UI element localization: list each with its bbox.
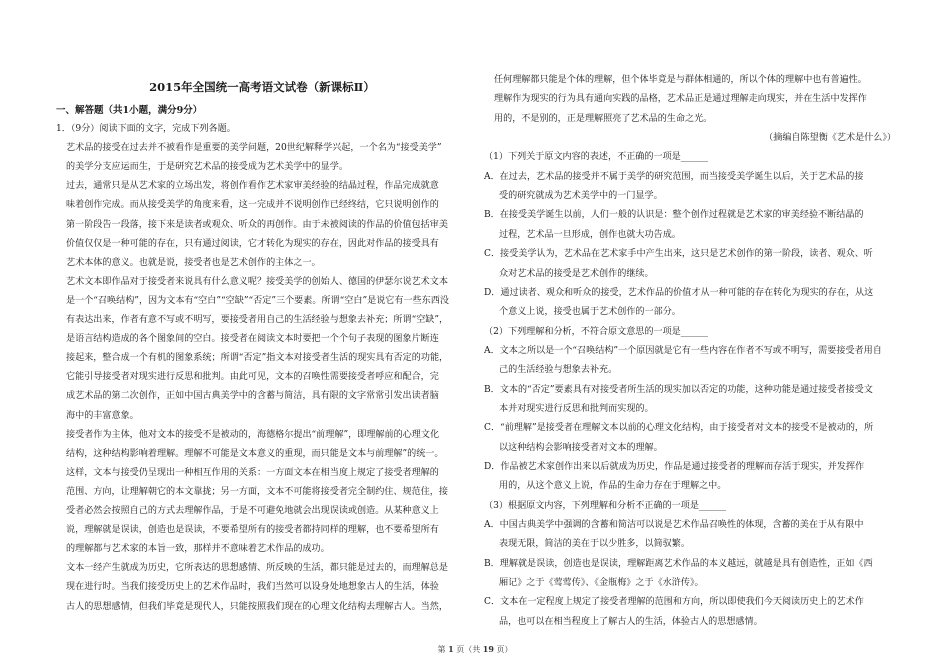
left-line: 第一阶段告一段落，接下来是读者或观众、听众的再创作。由于未被阅读的作品的价值包括审美 [66, 219, 448, 230]
left-line: 的理解都与艺术家的本旨一致，那样并不意味着艺术作品的成功。 [66, 544, 330, 555]
right-line: C．接受美学认为，艺术品在艺术家手中产生出来，这只是艺术创作的第一阶段，读者、观众、听 [484, 249, 873, 260]
left-line: 文本一经产生就成为历史，它所表达的思想感情、所反映的生活，都只能是过去的，而理解总是 [66, 563, 448, 574]
left-line: 价值仅仅是一种可能的存在，只有通过阅读，它才转化为现实的存在，因此对作品的接受具有 [66, 238, 439, 249]
right-line: 个意义上说，接受也属于艺术创作的一部分。 [499, 307, 681, 318]
right-line: 己的生活经验与想象去补充。 [499, 365, 618, 376]
right-line: 本并对现实进行反思和批判而实现的。 [499, 403, 654, 414]
left-line: 海中的丰富意象。 [66, 410, 139, 421]
footer-page-number: 1 [448, 644, 454, 654]
footer-suffix: 页） [496, 645, 513, 654]
right-line: A．中国古典美学中强调的含蓄和简洁可以说是艺术作品召唤性的体现，含蓄的美在于从有限中 [484, 520, 864, 531]
section-heading: 一、解答题（共1小题，满分9分） [56, 105, 203, 116]
right-line: B．理解就是误读，创造也是误读，理解距离艺术作品的本义越远，就越是具有创造性，正如《西 [484, 558, 873, 569]
right-line: 用的，从这个意义上说，作品的生命力存在于理解之中。 [499, 481, 727, 492]
left-line: 古人的思想感情，但我们毕竟是现代人，只能按照我们现在的心理文化结构去理解古人。当然， [66, 601, 448, 612]
left-line: 接受者作为主体，他对文本的接受不是被动的，海德格尔提出“前理解”，即理解前的心理文化 [66, 429, 440, 440]
left-line: 结构，这种结构影响着理解。理解不可能是文本意义的重现，而只能是文本与前理解”的统一。 [66, 448, 444, 459]
right-line: D．通过读者、观众和听众的接受，艺术作品的价值才从一种可能的存在转化为现实的存在，从这 [484, 287, 874, 298]
right-line: （摘编自陈望衡《艺术是什么》） [764, 133, 896, 144]
left-line: 受者必然会按照自己的方式去理解作品，于是不可避免地就会出现误读或创造。从某种意义上 [66, 506, 439, 516]
footer-mid: 页（共 [456, 645, 481, 654]
right-line: （3）根据原文内容，下列理解和分析不正确的一项是______ [484, 500, 727, 511]
right-line: 过程，艺术品一旦形成，创作也就大功告成。 [499, 229, 681, 240]
left-line: 1．（9分）阅读下面的文字，完成下列各题。 [56, 124, 236, 134]
right-line: C．“前理解”是接受者在理解文本以前的心理文化结构，由于接受者对文本的接受不是被动的，所 [484, 423, 874, 434]
right-line: 用的，不是别的，正是理解照亮了艺术品的生命之光。 [494, 113, 713, 124]
right-line: 表现无限，简洁的美在于以少胜多，以简驭繁。 [499, 539, 690, 550]
left-line: 现在进行时。当我们接受历史上的艺术作品时，我们当然可以设身处地想象古人的生活，体验 [66, 582, 439, 593]
right-line: 厢记》之于《莺莺传》、《金瓶梅》之于《水浒传》。 [499, 578, 704, 589]
left-line: 过去，通常只是从艺术家的立场出发，将创作看作艺术家审美经验的结晶过程，作品完成就意 [66, 181, 439, 192]
left-line: 有表达出来，作者有意不写或不明写，要接受者用自己的生活经验与想象去补充；所谓“空缺”， [66, 315, 449, 325]
page-title: 2015年全国统一高考语文试卷（新课标Ⅱ） [149, 80, 375, 94]
left-line: 艺术本体的意义。也就是说，接受者也是艺术创作的主体之一。 [66, 257, 321, 268]
right-line: B．在接受美学诞生以前，人们一般的认识是：整个创作过程就是艺术家的审美经验不断结晶的 [484, 210, 864, 221]
right-line: 受的研究就成为艺术美学中的一门显学。 [499, 191, 663, 202]
left-line: 说，理解就是误读，创造也是误读，不要希望所有的接受者都持同样的理解，也不要希望所有 [66, 525, 439, 536]
right-line: B．文本的“否定”要素具有对接受者所生活的现实加以否定的功能，这种功能是通过接受者接受文 [484, 384, 873, 395]
right-line: （1）下列关于原文内容的表述，不正确的一项是______ [484, 152, 709, 163]
left-line: 味着创作完成。而从接受美学的角度来看，这一完成并不说明创作已经终结，它只说明创作的 [66, 200, 439, 211]
left-line: 这样，文本与接受仍呈现出一种相互作用的关系：一方面文本在相当度上规定了接受者理解的 [66, 467, 439, 478]
left-line: 范围、方向，让理解朝它的本文靠拢；另一方面，文本不可能将接受者完全制约住、规范住，接 [66, 486, 448, 497]
right-line: A．文本之所以是一个“召唤结构”一个原因就是它有一些内容在作者不写或不明写，需要接受者用自 [484, 345, 882, 356]
footer-prefix: 第 [437, 645, 446, 654]
left-line: 是一个“召唤结构”，因为文本有“空白”“空缺”“否定”三个要素。所谓“空白”是说它有一些东西没 [66, 295, 449, 306]
footer-total-pages: 19 [482, 644, 494, 654]
right-line: 众对艺术品的接受是艺术创作的继续。 [499, 268, 654, 279]
left-line: 成艺术品的第二次创作，正如中国古典美学中的含蓄与简洁，具有限的文字常常引发出读者脑 [66, 391, 439, 402]
right-line: D．作品被艺术家创作出来以后就成为历史，作品是通过接受者的理解而存活于现实，并发挥作 [484, 462, 865, 472]
right-line: C．文本在一定程度上规定了接受者理解的范围和方向，所以即使我们今天阅读历史上的艺术作 [484, 597, 864, 608]
right-line: 以这种结构会影响接受者对文本的理解。 [499, 442, 663, 453]
left-line: 艺术品的接受在过去并不被看作是重要的美学问题，20世纪解释学兴起，一个名为“接受美学” [66, 143, 442, 154]
page-footer [0, 643, 950, 656]
left-line: 艺术文本即作品对于接受者来说具有什么意义呢？接受美学的创始人、德国的伊瑟尔说艺术文本 [66, 276, 448, 287]
left-line: 接起来，整合成一个有机的图象系统；所谓“否定”指文本对接受者生活的现实具有否定的功能， [66, 353, 449, 364]
right-line: A．在过去，艺术品的接受并不属于美学的研究范围，而当接受美学诞生以后，关于艺术品的接 [484, 171, 864, 182]
left-line: 是语言结构造成的各个图象间的空白。接受者在阅读文本时要把一个个句子表现的图象片断连 [66, 334, 439, 345]
right-line: 理解作为现实的行为具有通向实践的品格，艺术品正是通过理解走向现实，并在生活中发挥作 [494, 94, 867, 105]
left-line: 它能引导接受者对现实进行反思和批判。由此可见，文本的召唤性需要接受者呼应和配合，完 [66, 372, 439, 383]
right-line: 任何理解都只能是个体的理解，但个体毕竟是与群体相通的，所以个体的理解中也有普遍性。 [494, 75, 867, 85]
right-line: 品，也可以在相当程度上了解古人的生活，体验古人的思想感情。 [499, 616, 763, 627]
right-line: （2）下列理解和分析，不符合原文意思的一项是______ [484, 326, 709, 337]
left-line: 的美学分支应运而生，于是研究艺术品的接受成为艺术美学中的显学。 [66, 162, 348, 173]
